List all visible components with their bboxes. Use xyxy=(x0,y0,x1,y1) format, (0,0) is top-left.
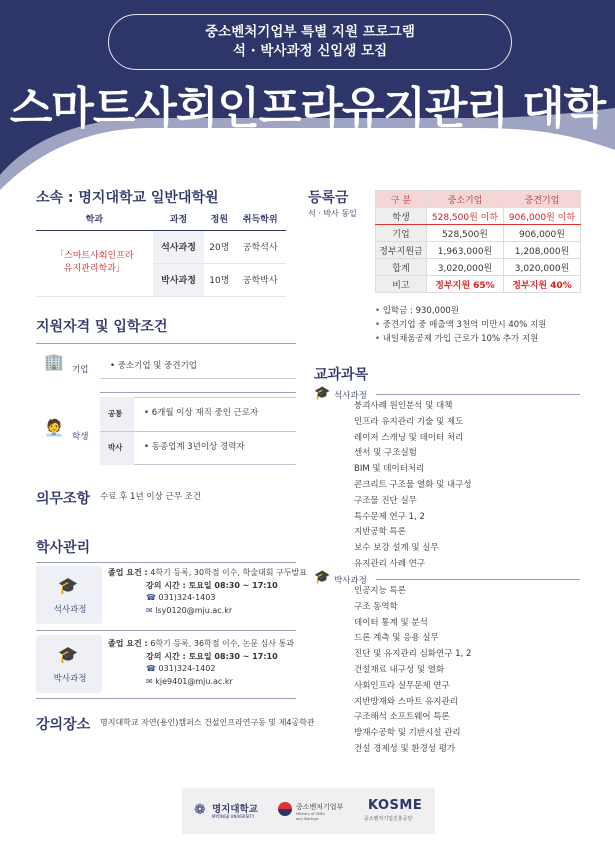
list-item: 콘크리트 구조물 열화 및 내구성 xyxy=(354,479,472,490)
list-item: 드론 계측 및 응용 실무 xyxy=(354,633,439,644)
list-item: BIM 및 데이터처리 xyxy=(354,464,425,475)
divider xyxy=(36,562,296,563)
divider xyxy=(376,579,580,580)
table-row xyxy=(376,276,581,293)
list-item: 특수문제 연구 1, 2 xyxy=(354,511,425,522)
master-curriculum-label: 석사과정 xyxy=(334,391,367,401)
note-item: • 중견기업 중 매출액 3천억 미만시 40% 지원 xyxy=(375,320,547,330)
common-text: • 6개월 이상 재직 중인 근로자 xyxy=(144,408,259,418)
degree-cell: 공학석사 xyxy=(234,230,286,263)
mid-cell: 정부지원 40% xyxy=(503,276,580,293)
list-item: 건설재료 내구성 및 열화 xyxy=(354,664,445,675)
building-icon: 🏢 xyxy=(44,352,64,371)
affiliation-heading: 소속 : 명지대학교 일반대학원 xyxy=(36,190,219,206)
sme-cell: 528,500원 이하 xyxy=(426,208,503,225)
graduation-cap-icon: 🎓 xyxy=(58,645,78,664)
list-item: 구조물 진단 실무 xyxy=(354,495,417,506)
row-label: 합계 xyxy=(376,259,427,276)
doctor-text: • 동종업계 3년이상 경력자 xyxy=(144,442,245,452)
doctor-icon-box xyxy=(36,635,102,693)
quota-cell: 10명 xyxy=(204,263,234,296)
course-cell: 박사과정 xyxy=(153,263,205,296)
mail-icon: ✉ xyxy=(146,605,153,615)
req-label: 졸업 요건 : xyxy=(108,568,148,577)
phone-icon: ☎ xyxy=(146,593,156,602)
dept-cell xyxy=(36,230,153,296)
obligation-text: 수료 후 1년 이상 근무 조건 xyxy=(100,492,202,502)
mss-logo: 중소벤처기업부 xyxy=(296,803,344,811)
page-title: 스마트사회인프라유지관리 대학원 xyxy=(9,83,606,198)
graduation-cap-icon: 🎓 xyxy=(314,570,331,585)
sme-cell: 528,500원 xyxy=(426,225,503,242)
divider xyxy=(36,630,296,631)
footer-logos xyxy=(182,788,435,834)
sme-cell: 정부지원 65% xyxy=(426,276,503,293)
note-text: 입학금 : 930,000원 xyxy=(382,306,459,316)
col-course: 과정 xyxy=(153,208,205,230)
list-item: 구조 동역학 xyxy=(354,601,398,612)
table-row xyxy=(36,230,286,263)
mid-cell: 1,208,000원 xyxy=(503,242,580,259)
phone-icon: ☎ xyxy=(146,664,156,673)
mju-emblem-icon: ❁ xyxy=(194,802,206,818)
col-type: 구 분 xyxy=(376,191,427,208)
phone-text: 031)324-1403 xyxy=(158,593,216,602)
master-info xyxy=(108,567,307,617)
time-text: 강의 시간 : 토요일 08:30 ~ 17:10 xyxy=(146,651,278,661)
doctor-curriculum-label: 박사과정 xyxy=(334,576,367,586)
doctor-course-list xyxy=(354,584,471,758)
course-cell: 석사과정 xyxy=(153,230,205,263)
table-row xyxy=(376,242,581,259)
master-icon-box xyxy=(36,566,102,624)
program-line1: 중소벤처기업부 특별 지원 프로그램 xyxy=(205,24,415,40)
list-item: 붕괴사례 원인분석 및 대책 xyxy=(354,401,453,411)
col-degree: 취득학위 xyxy=(234,208,286,230)
divider xyxy=(36,698,296,699)
list-item: 구조해석 소프트웨어 특론 xyxy=(354,712,450,723)
note-item: • 내일채움공제 가입 근로가 10% 추가 지원 xyxy=(375,334,539,344)
divider xyxy=(376,394,580,395)
time-text: 강의 시간 : 토요일 08:30 ~ 17:10 xyxy=(146,580,278,590)
row-label: 기업 xyxy=(376,225,427,242)
mid-cell: 3,020,000원 xyxy=(503,259,580,276)
mss-logo-en2: and Startups xyxy=(296,817,319,821)
list-item: 레이저 스캐닝 및 데이터 처리 xyxy=(354,432,464,443)
mail-icon: ✉ xyxy=(146,676,153,686)
doctor-label: 박사과정 xyxy=(53,674,87,684)
common-text-value: 6개월 이상 재직 중인 근로자 xyxy=(151,408,259,418)
mss-emblem-icon xyxy=(278,802,292,816)
list-item: 센서 및 구조실험 xyxy=(354,448,417,459)
kosme-logo: KOSME xyxy=(368,798,423,813)
list-item: 인공지능 특론 xyxy=(354,586,406,596)
master-course-list xyxy=(354,399,472,573)
col-dept: 학과 xyxy=(36,208,153,230)
degree-cell: 공학박사 xyxy=(234,263,286,296)
tag-common: 공통 xyxy=(108,409,123,418)
management-heading: 학사관리 xyxy=(36,540,91,556)
header-banner xyxy=(0,0,615,200)
mid-cell: 906,000원 xyxy=(503,225,580,242)
table-row xyxy=(376,208,581,225)
list-item: 건설 경제성 및 환경성 평가 xyxy=(354,743,456,754)
list-item: 유지관리 사례 연구 xyxy=(354,558,426,569)
student-icon: 🧑‍💼 xyxy=(44,418,64,437)
row-label: 학생 xyxy=(376,208,427,225)
list-item: 지반공학 특론 xyxy=(354,527,406,538)
table-row xyxy=(376,259,581,276)
table-row xyxy=(376,225,581,242)
list-item: 인프라 유지관리 기술 및 제도 xyxy=(354,416,464,427)
mju-logo-en: MYONGJI UNIVERSITY xyxy=(212,814,255,819)
phone-text: 031)324-1402 xyxy=(158,664,216,673)
doctor-info xyxy=(108,638,294,688)
row-label: 비고 xyxy=(376,276,427,293)
mid-cell: 906,000원 이하 xyxy=(503,208,580,225)
tuition-table xyxy=(375,190,581,293)
tuition-heading: 등록금 xyxy=(308,190,349,206)
qualification-heading: 지원자격 및 입학조건 xyxy=(36,319,168,335)
obligation-heading: 의무조항 xyxy=(36,491,91,507)
tag-doctor: 박사 xyxy=(108,443,123,452)
list-item: 지반방재와 스마트 유지관리 xyxy=(354,696,458,707)
req-text: 6학기 등록, 36학점 이수, 논문 심사 통과 xyxy=(150,639,295,648)
affiliation-table xyxy=(36,208,286,297)
tuition-sub: 석 · 박사 동일 xyxy=(308,209,357,218)
company-text: • 중소기업 및 중견기업 xyxy=(110,361,198,371)
graduation-cap-icon: 🎓 xyxy=(58,576,78,595)
req-text: 4학기 등록, 30학점 이수, 학술대회 구두발표 xyxy=(150,568,307,577)
venue-text: 명지대학교 자연(용인)캠퍼스 건설인프라연구동 및 제4공학관 xyxy=(100,718,315,727)
program-pill xyxy=(108,14,512,70)
note-text: 중견기업 중 매출액 3천억 미만시 40% 지원 xyxy=(382,320,547,330)
divider xyxy=(36,343,296,344)
divider xyxy=(100,392,296,393)
sme-cell: 3,020,000원 xyxy=(426,259,503,276)
list-item: 데이터 통계 및 분석 xyxy=(354,617,428,628)
divider xyxy=(100,431,296,432)
venue-heading: 강의장소 xyxy=(36,717,91,733)
req-label: 졸업 요건 : xyxy=(108,639,148,648)
col-quota: 정원 xyxy=(204,208,234,230)
student-label: 학생 xyxy=(72,432,89,442)
doctor-text-value: 동종업계 3년이상 경력자 xyxy=(151,442,245,452)
company-text-value: 중소기업 및 중견기업 xyxy=(117,361,198,371)
row-label: 정부지원금 xyxy=(376,242,427,259)
col-mid: 중견기업 xyxy=(503,191,580,208)
list-item: 보수 보강 설계 및 실무 xyxy=(354,543,439,554)
list-item: 진단 및 유지관리 심화연구 1, 2 xyxy=(354,649,472,660)
mju-logo: 명지대학교 xyxy=(212,804,258,815)
list-item: 사회인프라 실무문제 연구 xyxy=(354,680,450,691)
email-link[interactable]: kje9401@mju.ac.kr xyxy=(155,676,233,686)
dept-line1: 「스마트사회인프라 xyxy=(55,251,134,261)
program-line2: 석 · 박사과정 신입생 모집 xyxy=(232,43,388,59)
graduation-cap-icon: 🎓 xyxy=(314,386,331,401)
note-item: • 입학금 : 930,000원 xyxy=(375,306,459,316)
list-item: 방재수공학 및 기반시설 관리 xyxy=(354,728,461,739)
col-sme: 중소기업 xyxy=(426,191,503,208)
email-link[interactable]: lsy0120@mju.ac.kr xyxy=(155,605,233,615)
master-label: 석사과정 xyxy=(53,605,87,615)
note-text: 내일채움공제 가입 근로가 10% 추가 지원 xyxy=(382,334,539,344)
sme-cell: 1,963,000원 xyxy=(426,242,503,259)
kosme-sub: 중소벤처기업진흥공단 xyxy=(364,816,413,822)
mss-logo-en1: Ministry of SMEs xyxy=(296,812,325,816)
curriculum-heading: 교과과목 xyxy=(314,367,369,383)
dept-line2: 유지관리학과」 xyxy=(63,264,125,274)
company-label: 기업 xyxy=(72,365,89,375)
quota-cell: 20명 xyxy=(204,230,234,263)
